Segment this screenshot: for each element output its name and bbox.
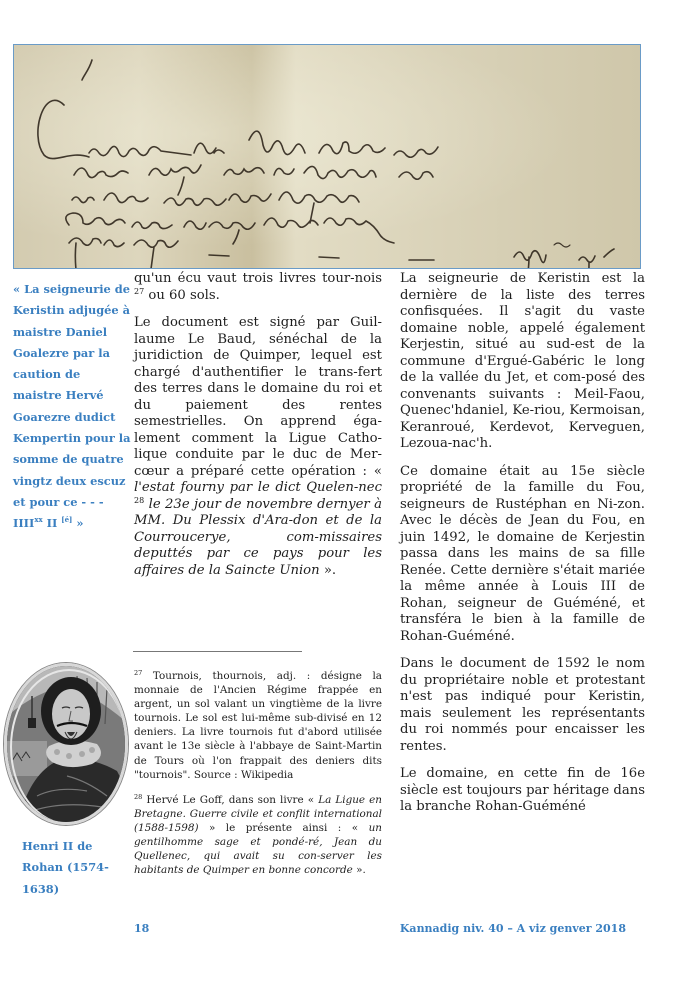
footnote-text: Hervé Le Goff, dans son livre « — [142, 793, 319, 806]
paragraph-text: qu'un écu vaut trois livres tour-nois — [134, 271, 382, 286]
footnote-separator — [133, 651, 302, 652]
quote-text: le 23e jour de novembre dernyer à MM. Du Plessix d'Ara-don et de la Courrouceryе, com-missaires deputtés par ce pays pour les affaires de la Saincte Union — [134, 496, 382, 578]
portrait-engraving — [7, 666, 128, 825]
pull-quote-text: « La seigneurie de Keristin adjugée à maistre Daniel Goalezre par la caution de maistre Hervé Goarezre dudict Kempertin pour la somme de quatre vingtz deux escuz et pour ce - - - IIII — [13, 282, 131, 531]
portrait-image — [4, 663, 128, 825]
footnote-number: 27 — [134, 669, 143, 677]
manuscript-image — [13, 44, 641, 269]
portrait-caption: Henri II de Rohan (1574-1638) — [22, 839, 109, 896]
paragraph: Le domaine, en cette fin de 16e siècle est toujours par héritage dans la branche Rohan-Guéméné — [400, 766, 645, 814]
pull-quote-sup: xx — [34, 515, 43, 525]
book-title: La Ligue en Bretagne. Guerre civile et conflit international (1588-1598) — [134, 793, 382, 834]
paragraph: Dans le document de 1592 le nom du propriétaire noble et protestant n'est pas indiqué pour Keristin, mais seulement les représentants du roi nommés pour encaisser les rentes. — [400, 656, 645, 754]
paragraph — [134, 271, 382, 304]
footnote-ref-28[interactable]: 28 — [134, 495, 145, 505]
quote-text: un gentilhomme sage et pondé-ré, Jean du Quellenec, qui avait su con-server les habitants de Quimper en bonne concorde — [134, 821, 382, 877]
page-number: 18 — [134, 922, 150, 935]
middle-column — [134, 271, 382, 590]
paragraph: La seigneurie de Keristin est la dernière de la liste des terres confisquées. Il s'agit du vaste domaine noble, appelé également Kerjestin, situé au sud-est de la commune d'Ergué-Gabéric le long de la vallée du Jet, et com-posé des convenants suivants : Meil-Faou, Quenec'hdaniel, Ke-riou, Kermoisan, Keranroué, Kerdevot, Kerveguen, Lezoua-nac'h. — [400, 271, 646, 451]
paragraph-text: ». — [319, 562, 337, 578]
footnote-ref-27[interactable]: 27 — [134, 286, 145, 296]
footnotes — [134, 669, 382, 888]
footnote-number: 28 — [134, 792, 143, 801]
footnote-text: ». — [352, 864, 366, 877]
journal-title: Kannadig niv. 40 – A viz genver 2018 — [399, 922, 626, 935]
pull-quote-ref[interactable]: [é] — [61, 515, 73, 525]
paragraph: Ce domaine était au 15e siècle propriété de la famille du Fou, seigneurs de Rustéphan en Ni-zon. Avec le décès de Jean du Fou, en juin 1492, le domaine de Kerjestin passa dans les mains de sa fille Renée. Cette dernière s'était mariée la même année à Louis III de Rohan, seigneur de Guéméné, et transféra le bien à la famille de Rohan-Guéméné. — [400, 463, 645, 644]
paragraph — [134, 315, 382, 579]
right-column — [400, 271, 645, 827]
pull-quote-text: II — [42, 516, 62, 531]
quote-text: l'estat fourny par le dict Quelen-nec — [134, 480, 382, 495]
pull-quote-text: » — [72, 516, 84, 531]
footnote-27 — [134, 669, 382, 782]
paragraph-text: Le document est signé par Guil-laume Le Baud, sénéchal de la juridiction de Quimper, lequel est chargé d'authentifier le trans-fert des terres dans le domaine du roi et du paiement des rentes semestrielles. On apprend éga-lement comment la Ligue Catho-lique conduite par le duc de Mer-cœur a préparé cette opération : « — [134, 315, 382, 479]
footnote-28 — [134, 793, 382, 878]
footnote-text: » le présente ainsi : « — [198, 821, 369, 834]
paragraph-text: ou 60 sols. — [144, 287, 220, 303]
footnote-text: Tournois, thournois, adj. : désigne la monnaie de l'Ancien Régime frappée en argent, un sol valant un vingtième de la livre tournois. Le sol est lui-même sub-divisé en 12 deniers. La livre tournois fut d'abord utilisée avant le 13e siècle à l'abbaye de Saint-Martin de Tours où l'on frappait des deniers dits "tournois". Source : Wikipedia — [134, 670, 382, 781]
handwriting-strokes — [14, 45, 640, 268]
pull-quote — [13, 279, 131, 535]
